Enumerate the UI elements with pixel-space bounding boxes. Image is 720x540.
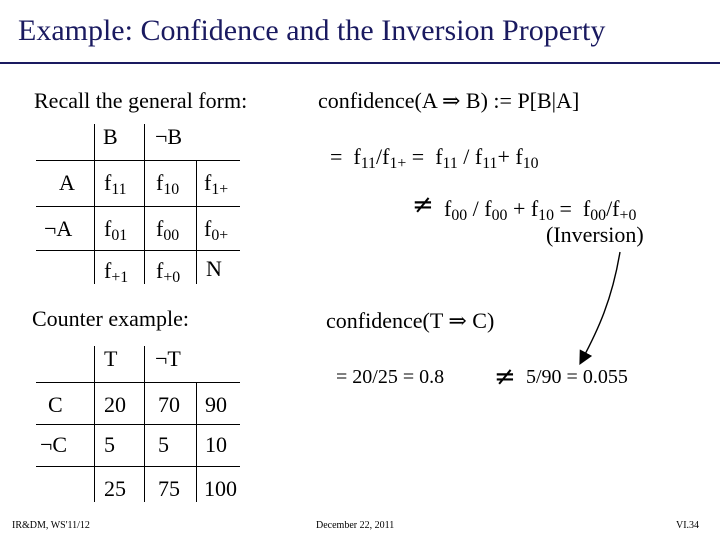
cell-f0plus: $f_{0+}$ xyxy=(204,216,229,244)
counter-label: Counter example: xyxy=(32,306,190,331)
slide-title: Example: Confidence and the Inversion Property xyxy=(18,14,606,47)
cell-5a: 5 xyxy=(104,432,115,457)
cell-100: 100 xyxy=(204,476,237,501)
cell-25: 25 xyxy=(104,476,126,501)
cell-fplus0: $f_{+0}$ xyxy=(156,258,181,286)
col-header-not-b: ¬B xyxy=(155,124,183,149)
cell-75: 75 xyxy=(158,476,180,501)
col-header-b: B xyxy=(103,124,118,149)
footer-date: December 22, 2011 xyxy=(316,520,395,531)
confidence-definition: confidence(A ⇒ B) := P[B|A] xyxy=(318,88,580,113)
inversion-label: (Inversion) xyxy=(546,222,644,247)
neq-symbol-1: ≠ xyxy=(412,190,434,220)
formula-line3-right: 5/90 = 0.055 xyxy=(526,366,628,388)
recall-label: Recall the general form: xyxy=(34,88,248,113)
cell-f1plus: $f_{1+}$ xyxy=(204,170,229,198)
cell-f10: $f_{10}$ xyxy=(156,170,180,198)
cell-70: 70 xyxy=(158,392,180,417)
cell-10: 10 xyxy=(205,432,227,457)
cell-n: N xyxy=(206,256,222,281)
cell-f11: $f_{11}$ xyxy=(104,170,127,198)
row-label-c: C xyxy=(48,392,63,417)
col-header-t: T xyxy=(104,346,118,371)
footer-page: VI.34 xyxy=(676,520,700,531)
col-header-not-t: ¬T xyxy=(155,346,181,371)
cell-90: 90 xyxy=(205,392,227,417)
confidence-tc: confidence(T ⇒ C) xyxy=(326,308,495,333)
cell-5b: 5 xyxy=(158,432,169,457)
row-label-a: A xyxy=(59,170,75,195)
formula-line2: $f_{00} / f_{00} + f_{10} = f_{00}/f_{+0}$ xyxy=(444,196,637,224)
formula-line3-left: = 20/25 = 0.8 xyxy=(336,366,445,388)
cell-f00: $f_{00}$ xyxy=(156,216,180,244)
row-label-not-a: ¬A xyxy=(44,216,73,241)
neq-symbol-2: ≠ xyxy=(494,362,516,392)
formula-line1: = $f_{11}/f_{1+} = f_{11} / f_{11}+ f_{10}$ xyxy=(330,144,539,172)
footer-course: IR&DM, WS'11/12 xyxy=(12,520,90,531)
cell-f01: $f_{01}$ xyxy=(104,216,128,244)
arrow-path xyxy=(582,252,620,360)
row-label-not-c: ¬C xyxy=(40,432,68,457)
cell-20: 20 xyxy=(104,392,126,417)
cell-fplus1: $f_{+1}$ xyxy=(104,258,129,286)
